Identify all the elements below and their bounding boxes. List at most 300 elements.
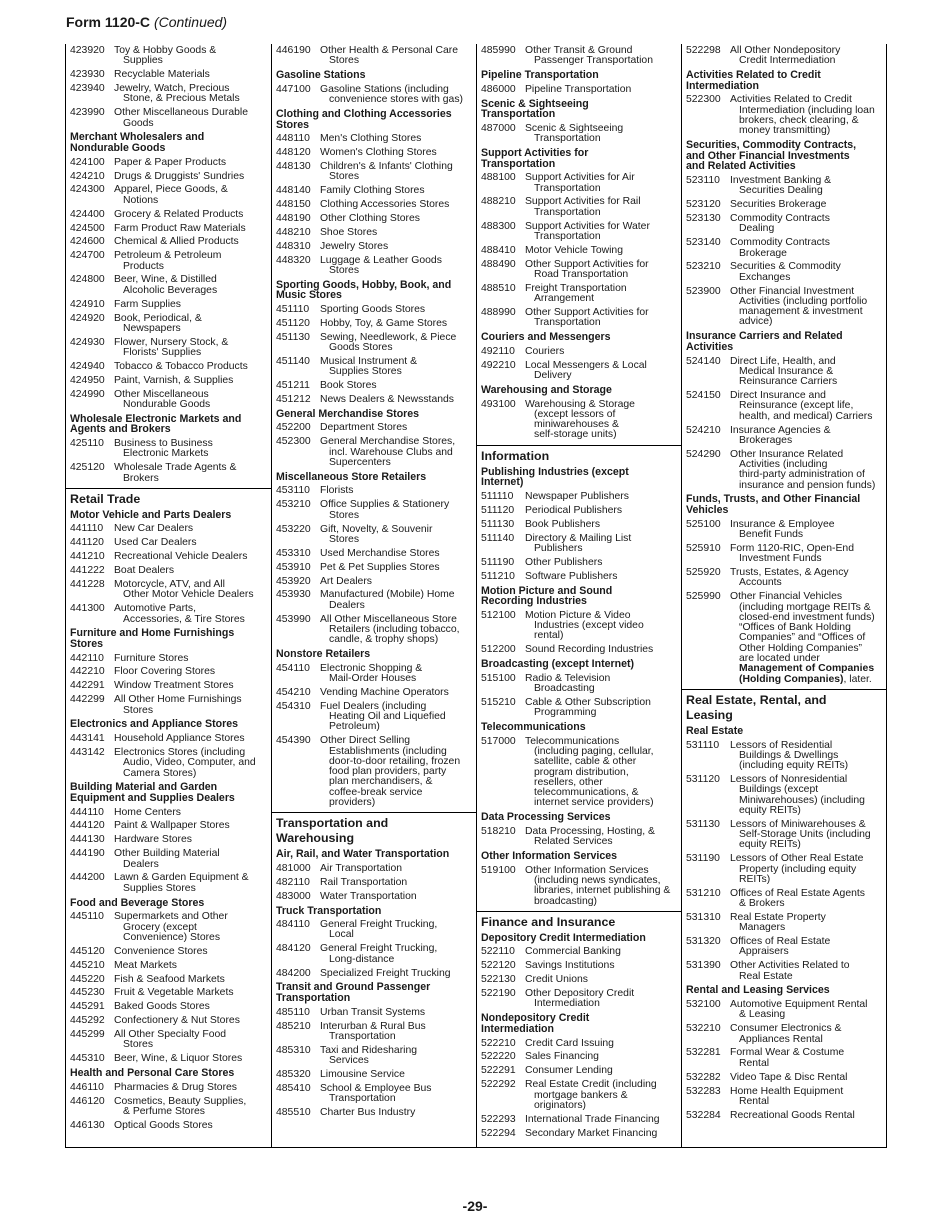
description-line: Pipeline Transportation [525,83,632,95]
activity-description [320,437,472,468]
description-line: All Other Miscellaneous Store [320,613,457,625]
naics-code: 454310 [276,700,311,712]
activity-description [320,864,472,874]
description-line: General Merchandise Stores, [320,436,456,448]
naics-code: 484120 [276,943,311,955]
description-line: Used Car Dealers [114,537,197,549]
description-line: Securities Dealing [739,185,823,197]
naics-code: 424700 [70,250,105,262]
naics-code: 425110 [70,438,104,450]
activity-description [114,1030,267,1051]
subsector-heading [276,280,472,301]
code-entry [276,1046,472,1067]
code-entry [276,563,472,573]
activity-description [114,84,267,105]
naics-code: 424300 [70,184,105,196]
code-entry [481,611,677,642]
code-entry [686,1087,882,1108]
subsector-heading [70,1068,267,1079]
code-entry [70,808,267,818]
description-line: management & investment [739,306,863,318]
activity-description [525,989,677,1010]
description-line: advice) [739,316,773,328]
description-line: Other Information Services [525,864,649,876]
code-entry [276,200,472,210]
description-line: Publishers [534,542,583,554]
description-line: Other Holding Companies” [739,642,863,654]
description-line: Lawn & Garden Equipment & [114,872,249,884]
code-entry [70,439,267,460]
description-line: Other Building Material [114,848,220,860]
description-line: Other Financial Investment [730,285,855,297]
activity-description [525,347,677,357]
activity-description [114,524,267,534]
description-line: Stores [329,264,360,276]
column-3 [476,44,681,1147]
code-entry [276,186,472,196]
code-entry [70,158,267,168]
description-line: Goods Stores [329,342,393,354]
naics-code: 511210 [481,570,515,582]
naics-code: 446110 [70,1081,104,1093]
code-entry [70,108,267,129]
heading-line: Recording Industries [481,595,587,608]
naics-code: 482110 [276,876,310,888]
activity-description [320,500,472,521]
code-entry [686,287,882,328]
naics-code: 423990 [70,107,105,119]
description-line: Rental [739,1057,770,1069]
description-line: Petroleum & Petroleum [114,250,222,262]
description-line: Sporting Goods Stores [320,303,426,315]
activity-description [525,492,677,502]
activity-description [525,961,677,971]
naics-code: 487000 [481,122,516,134]
naics-code: 424930 [70,336,105,348]
heading-line: Scenic & Sightseeing [481,97,589,110]
naics-code: 446130 [70,1119,105,1131]
description-line: Supermarkets and Other [114,911,228,923]
description-line: Clothing Accessories Stores [320,199,450,211]
naics-code: 492210 [481,359,516,371]
description-line: Motor Vehicle Towing [525,244,623,256]
description-line: Apparel, Piece Goods, & [114,184,228,196]
code-entry [481,947,677,957]
activity-description [320,256,472,277]
code-entry [686,262,882,283]
activity-description [525,85,677,95]
activity-description [730,426,882,447]
code-entry [70,835,267,845]
form-name: Form 1120-C [66,14,151,30]
activity-description [114,835,267,845]
description-line: Software Publishers [525,570,618,582]
description-line: Alcoholic Beverages [123,284,218,296]
naics-code: 424940 [70,360,105,372]
activity-description [525,611,677,642]
description-line: (except lessors of [534,408,616,420]
code-entry [686,426,882,447]
subsector-heading [276,409,472,420]
naics-code: 522293 [481,1113,516,1125]
heading-line: Other Information Services [481,850,617,863]
description-line: All Other Specialty Food [114,1029,227,1041]
code-entry [686,544,882,565]
description-line: health, and medical) Carriers [739,410,873,422]
description-line: Pet & Pet Supplies Stores [320,561,440,573]
naics-code: 488300 [481,220,516,232]
naics-code: 522110 [481,946,515,958]
activity-description [320,242,472,252]
activity-description [525,520,677,530]
description-line: Farm Supplies [114,298,181,310]
description-line: Formal Wear & Costume [730,1047,845,1059]
code-entry [276,525,472,546]
description-line: Activities Related to Credit [730,94,852,106]
code-entry [481,492,677,502]
activity-description [114,552,267,562]
description-line: Newspapers [123,322,181,334]
code-entry [276,162,472,183]
naics-code: 454210 [276,686,311,698]
naics-code: 523120 [686,199,721,211]
activity-description [525,222,677,243]
naics-code: 441120 [70,537,104,549]
activity-description [114,988,267,998]
description-line: Sewing, Needlework, & Piece [320,331,457,343]
code-entry [686,520,882,541]
heading-line: Music Stores [276,289,342,302]
activity-description [320,577,472,587]
description-line: Property (including equity [739,863,857,875]
description-line: Supplies Stores [329,366,402,378]
naics-code: 441228 [70,579,105,591]
code-entry [276,1084,472,1105]
description-line: Newspaper Publishers [525,490,629,502]
naics-code: 531120 [686,773,720,785]
naics-code: 522190 [481,988,516,1000]
activity-description [114,748,267,779]
heading-line: Warehousing and Storage [481,383,612,396]
activity-description [730,1073,882,1083]
subsector-heading [686,140,882,172]
code-entry [70,314,267,335]
heading-line: Air, Rail, and Water Transportation [276,848,450,861]
activity-description [320,1070,472,1080]
code-entry [481,520,677,530]
form-title [66,14,227,30]
description-line: Form 1120-RIC, Open-End [730,542,854,554]
naics-code: 524210 [686,424,721,436]
description-line: Secondary Market Financing [525,1127,658,1139]
description-line: Used Merchandise Stores [320,547,440,559]
description-line: Mail-Order Houses [329,672,417,684]
activity-description [730,1111,882,1121]
description-line: Local Messengers & Local [525,359,647,371]
naics-code: 445210 [70,959,105,971]
description-line: Exchanges [739,271,791,283]
naics-code: 531320 [686,936,721,948]
description-line: Real Estate [739,970,793,982]
activity-description [320,423,472,433]
description-line: Arrangement [534,293,595,305]
subsector-heading [70,898,267,909]
naics-code: 485110 [276,1006,310,1018]
description-line: Book, Periodical, & [114,312,202,324]
description-line: School & Employee Bus [320,1082,432,1094]
sector-heading [66,488,271,507]
description-line: Other Miscellaneous Durable [114,107,248,119]
heading-line: Motion Picture and Sound [481,584,613,597]
activity-description [114,947,267,957]
description-line: Commercial Banking [525,946,621,958]
code-entry [70,580,267,601]
naics-code: 442110 [70,652,104,664]
column-4 [681,44,887,1147]
code-entry [276,437,472,468]
code-entry [70,237,267,247]
description-line: brokers, check clearing, & [739,114,859,126]
description-line: Dealers [329,599,365,611]
naics-code: 515100 [481,672,516,684]
code-entry [70,988,267,998]
naics-code: 518210 [481,825,516,837]
naics-code: 441300 [70,603,105,615]
activity-description [525,1115,677,1125]
activity-description [525,46,677,67]
subsector-heading [481,851,677,862]
description-line: Accounts [739,577,782,589]
naics-code: 532210 [686,1023,721,1035]
description-line: Securities & Commodity [730,261,841,273]
naics-code: 451212 [276,394,311,405]
activity-description [320,920,472,941]
description-line: Real Estate Credit (including [525,1079,657,1091]
code-entry [70,654,267,664]
description-line: Investment Funds [739,553,822,565]
description-line: Consumer Lending [525,1065,613,1077]
description-line: Meat Markets [114,959,177,971]
activity-description [114,172,267,182]
code-entry [70,566,267,576]
description-line: Stores [329,533,360,545]
activity-description [320,702,472,733]
description-line: telecommunications, & [534,787,639,799]
description-line: (including mortgage REITs & [739,601,871,613]
heading-line: Depository Credit Intermediation [481,931,646,944]
code-entry [686,741,882,772]
code-entry [481,534,677,555]
description-line: Sales Financing [525,1051,599,1063]
description-line: Telecommunications [525,735,620,747]
description-line: closed-end investment funds) [739,611,875,623]
activity-description [730,262,882,283]
naics-code: 448150 [276,199,311,211]
heading-line: Retail Trade [70,491,141,506]
description-line: Paper & Paper Products [114,156,227,168]
activity-description [320,878,472,888]
heading-line: Miscellaneous Store Retailers [276,470,427,483]
description-line: Lessors of Nonresidential [730,773,848,785]
description-line: Road Transportation [534,268,629,280]
description-line: Specialized Freight Trucking [320,967,451,979]
code-entry [276,85,472,106]
naics-code: 511190 [481,556,515,568]
naics-code: 451140 [276,355,310,367]
description-line: Recreational Vehicle Dealers [114,551,248,563]
description-line: Buildings (except [739,784,819,796]
code-entry [481,347,677,357]
activity-description [114,961,267,971]
description-line: originators) [534,1099,586,1111]
subsector-heading [481,70,677,81]
heading-line: Warehousing [276,831,355,846]
code-entry [276,549,472,559]
activity-description [320,1008,472,1018]
naics-code: 523140 [686,237,721,249]
code-entry [686,775,882,816]
description-line: Companies” and “Offices of [739,632,866,644]
subsector-heading [481,933,677,944]
description-line: Motorcycle, ATV, and All [114,579,225,591]
naics-code: 453920 [276,575,311,587]
activity-description [320,1084,472,1105]
activity-description [730,820,882,851]
description-line: Baked Goods Stores [114,1001,210,1013]
description-line: Long-distance [329,953,395,965]
code-entry [481,1115,677,1125]
code-entry [686,1000,882,1021]
subsector-heading [481,332,677,343]
description-line: Warehousing & Storage [525,398,635,410]
naics-code: 531390 [686,960,721,972]
naics-code: 451130 [276,331,310,343]
code-entry [481,737,677,809]
description-line: Vending Machine Operators [320,686,449,698]
activity-description [114,224,267,234]
activity-description [320,944,472,965]
subsector-heading [686,985,882,996]
description-line: & Brokers [739,898,785,910]
description-line: Sound Recording Industries [525,644,654,656]
code-entry [481,46,677,67]
description-line: (including news syndicates, [534,875,661,886]
description-line: Jewelry, Watch, Precious [114,83,230,95]
description-line: Office Supplies & Stationery [320,499,450,511]
description-line: Broadcasting [534,682,595,694]
activity-description [114,695,267,716]
naics-code: 488100 [481,172,516,184]
code-entry [276,228,472,238]
naics-code: 485510 [276,1106,311,1118]
naics-code: 488510 [481,282,516,294]
description-line: Related Services [534,836,613,848]
naics-code: 511130 [481,518,515,530]
description-line: Other Financial Vehicles [730,591,843,603]
description-line: Securities Brokerage [730,199,827,211]
activity-description [730,287,882,328]
activity-description [114,251,267,272]
naics-code: 485320 [276,1068,311,1080]
activity-description [730,1024,882,1045]
description-line: Offices of Real Estate Agents [730,887,865,899]
naics-code: 522120 [481,960,516,972]
description-line: Lessors of Miniwarehouses & [730,818,866,830]
description-line: Tobacco & Tobacco Products [114,360,248,372]
code-entry [70,538,267,548]
description-line: Stone, & Precious Metals [123,93,240,105]
description-line: Transportation [329,1093,396,1105]
code-entry [686,238,882,259]
code-entry [70,300,267,310]
activity-description [114,439,267,460]
naics-code: 525990 [686,591,721,603]
description-line: Air Transportation [320,862,403,874]
naics-code: 445299 [70,1029,105,1041]
code-entry [276,702,472,733]
activity-description [114,108,267,129]
naics-code: 453930 [276,589,311,601]
description-line: Paint, Varnish, & Supplies [114,374,234,386]
code-entry [70,873,267,894]
activity-description [320,969,472,979]
description-line: Lessors of Residential [730,739,833,751]
activity-description [525,572,677,582]
description-line: Rail Transportation [320,876,408,888]
subsector-heading [70,719,267,730]
activity-description [730,176,882,197]
naics-code: 453910 [276,561,311,573]
description-line: Other Direct Selling [320,735,411,747]
naics-code: 531130 [686,818,720,830]
description-line: Supercenters [329,456,391,468]
heading-line: Intermediation [481,1022,554,1035]
activity-description [525,698,677,719]
code-entry [481,400,677,441]
activity-description [114,654,267,664]
description-line: Benefit Funds [739,528,804,540]
code-entry [481,866,677,907]
description-line: Fruit & Vegetable Markets [114,987,234,999]
description-line: Transportation [534,230,601,242]
naics-code: 517000 [481,735,516,747]
description-line: Directory & Mailing List [525,532,632,544]
code-entry [481,975,677,985]
description-line: door-to-door retailing, frozen [329,755,461,767]
code-entry [686,889,882,910]
heading-line: Transportation [481,157,556,170]
naics-code: 446120 [70,1095,105,1107]
activity-description [320,357,472,378]
activity-description [114,975,267,985]
naics-code: 531190 [686,853,720,865]
naics-code: 452300 [276,436,311,448]
naics-code: 519100 [481,864,516,876]
subsector-heading [686,70,882,91]
subsector-heading [276,906,472,917]
code-entry [276,864,472,874]
description-line: Camera Stores) [123,767,197,779]
naics-code: 511120 [481,504,515,516]
description-line: Hardware Stores [114,834,192,846]
description-line: Transportation [534,206,601,218]
activity-description [114,1016,267,1026]
activity-description [114,873,267,894]
naics-code: 424910 [70,298,105,310]
heading-line: Wholesale Electronic Markets and [70,412,242,425]
description-line: Taxi and Ridesharing [320,1044,418,1056]
description-line: Automotive Parts, [114,603,197,615]
